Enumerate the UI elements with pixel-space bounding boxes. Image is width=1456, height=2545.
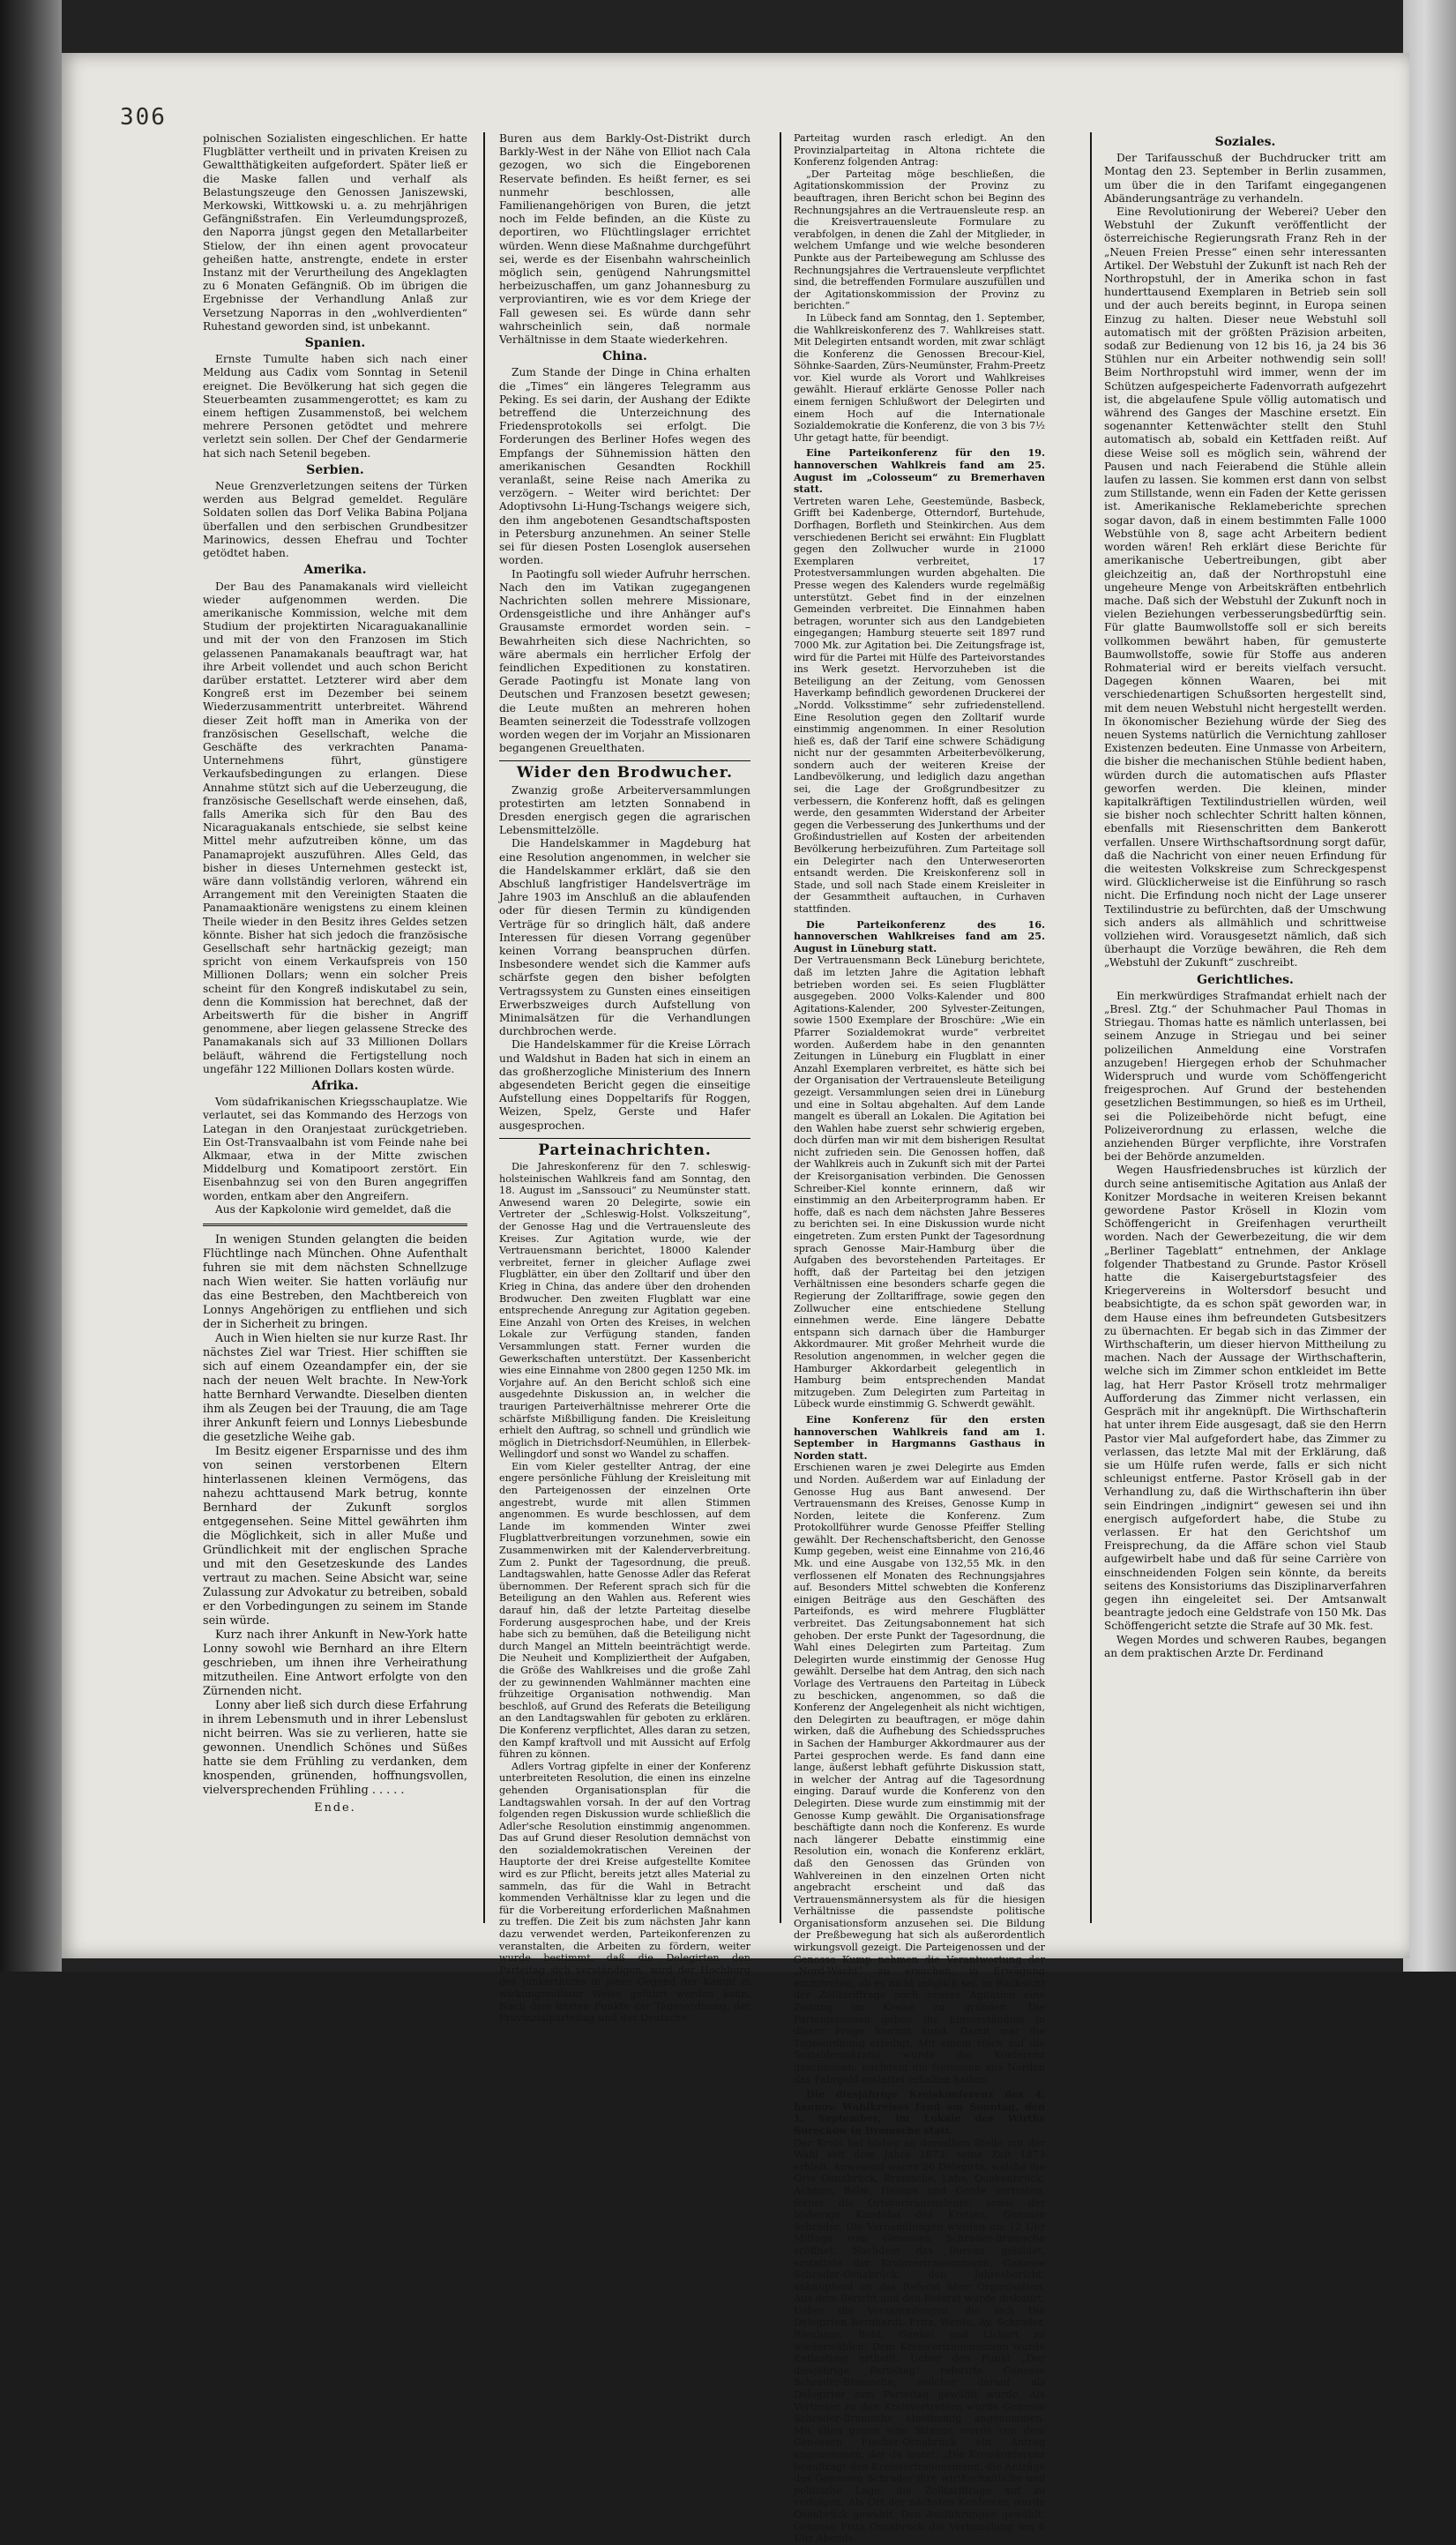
section-heading-gerichtliches: Gerichtliches. <box>1197 972 1294 987</box>
article-paragraph: Erschienen waren je zwei Delegirte aus Emden und Norden. Außerdem war auf Einladung der Genosse Hug aus Bant anwesend. Der Vertrauensmann des Kreises, Genosse Kump in Norden, leitete die Konferenz. Zum Protokollführer wurde Genosse Pfeiffer Stelling gewählt. Der Rechenschaftsbericht, den Genosse Kump gegeben, weist eine Einnahme von 216,46 Mk. und eine Ausgabe von 132,55 Mk. in den verflossenen elf Monaten des Rechnungsjahres auf. Besonders Mittel schwebten die Konferenz einigen Beiträge aus den Geschäften des Parteifonds, es wird mehrere Flugblätter verbreitet. Das Zeitungsabonnement hat sich gehoben. Der erste Punkt der Tagesordnung, die Wahl eines Delegirten zum Parteitag. Zum Delegirten wurde einstimmig der Genosse Hug gewählt. Derselbe hat dem Antrag, den sich nach Vorlage des Vertrauens den Parteitag in Lübeck zu beschicken, angenommen, so daß die Konferenz der Angelegenheit als nicht wichtigen, den Delegirten zu beauftragen, er möge dahin wirken, daß die Aufhebung des Schiedsspruches in Sachen der Hamburger Akkordmaurer aus der Partei gesprochen werde. Es fand dann eine lange, äußerst lebhaft geführte Diskussion statt, in welcher der Antrag auf die Tagesordnung einging. Darauf wurde die Konferenz von den Delegirten. Diese wurde zum einstimmig mit der Genosse Kump gewählt. Die Organisationsfrage beschäftigte dann noch die Konferenz. Es wurde nach längerer Debatte einstimmig eine Resolution ein, wonach die Konferenz erklärt, daß den Genossen das Gründen von Wahlvereinen in den einzelnen Orten nicht angebracht erscheint und daß das Vertrauensmännersystem als für die hiesigen Verhältnisse die passendste politische Organisationsform anzusehen sei. Die Bildung der Preßbewegung hat sich als außerordentlich wirkungsvoll gezeigt. Die Parteigenossen und der Genosse Kump nehmen die Verantwortung der „Nord-Wacht“ zu ersuchen, in Erwägung einzutreten, ob es nicht möglich sei, in Rücksicht der Zolltariffrage noch unsere Agitation eine Zeitung im Kreise zu gründen. Die Parteigenossen gaben ihr Einverständnis in dieser Frage hiermit kund. Damit war die Tagesordnung erledigt. Mit einem Hoch auf die Sozialdemokratie wurde die Konferenz geschlossen, nachdem die Genossen aus Norden das Fahrgeld erstattet erhalten hatten. <box>794 1462 1045 2085</box>
article-paragraph: Buren aus dem Barkly-Ost-Distrikt durch Barkly-West in der Nähe von Elliot nach Cala gezogen, wo sich die Eingeborenen Reservate befinden. Es heißt ferner, es sei nunmehr beschlossen, alle Familienangehörigen von Buren, die jetzt noch im Felde befinden, an die Küste zu deportiren, wo Flüchtlingslager errichtet würden. Wenn diese Maßnahme durchgeführt sei, werde es der Eisenbahn wahrscheinlich möglich sein, genügend Nahrungsmittel herbeizuschaffen, um ganz Johannesburg zu verproviantiren, wie es vor dem Kriege der Fall gewesen sei. Es würde dann sehr wahrscheinlich sein, daß normale Verhältnisse in dem Staate wiederkehren. <box>499 132 750 347</box>
column-rule <box>1090 132 1092 1923</box>
section-heading-afrika: Afrika. <box>311 1079 359 1094</box>
article-lead-heading: Eine Parteikonferenz für den 19. hannoverschen Wahlkreis fand am 25. August im „Colosseum“ zu Bremerhaven statt. <box>794 446 1045 496</box>
article-paragraph: Wegen Hausfriedensbruches ist kürzlich der durch seine antisemitische Agitation aus Anlaß der Konitzer Mordsache in weiteren Kreisen bekannt gewordene Pastor Krösell in Klozin vom Schöffengericht in Greifenhagen verurtheilt worden. Nach der Gewerbezeitung, die wir dem „Berliner Tageblatt“ entnehmen, der Anklage folgender Thatbestand zu Grunde. Pastor Krösell hatte die Kaisergeburtstagsfeier des Kriegervereins in Woltersdorf besucht und beabsichtigte, da es schon spät geworden war, in dem Hause eines ihm befreundeten Gutsbesitzers zu übernachten. Er begab sich in das Zimmer der Wirthschafterin, um dieser hiervon Mittheilung zu machen. Nach der Aussage der Wirthschafterin, welche sich im Zimmer schon entkleidet im Bette lag, hat Herr Pastor Krösell trotz mehrmaliger Aufforderung das Zimmer nicht verlassen, ein Gespräch mit ihr angeknüpft. Die Wirthschafterin hat unter ihrem Eide ausgesagt, daß sie den Herrn Pastor vier Mal aufgefordert habe, das Zimmer zu verlassen, das letzte Mal mit der Erklärung, daß sie um Hülfe rufen werde, falls er sich nicht schleunigst entferne. Pastor Krösell gab in der Verhandlung zu, daß die Wirthschafterin ihn über sein Eindringen „indignirt“ gewesen sei und ihn energisch aufgefordert habe, die Stube zu verlassen. Er hat den Gerichtshof um Freisprechung, da die Affäre schon viel Staub aufgewirbelt habe und daß für seine Carrière von einschneidenden Folgen sein könnte, da bereits seitens des Konsistoriums das Disziplinarverfahren gegen ihn eingeleitet sei. Der Amtsanwalt beantragte jedoch eine Geldstrafe von 150 Mk. Das Schöffengericht setzte die Strafe auf 30 Mk. fest. <box>1104 1164 1386 1633</box>
article-paragraph: Die Handelskammer in Magdeburg hat eine Resolution angenommen, in welcher sie die Handelskammer erklärt, daß sie den Abschluß langfristiger Handelsverträge im Jahre 1903 im Anschluß an die ablaufenden oder für diesen Termin zu kündigenden Verträge für so dringlich hält, daß andere Interessen für diesen Vorrang gegenüber keinen Vorrang beanspruchen dürfen. Insbesondere wendet sich die Kammer aufs schärfste gegen den bisher befolgten Vertragssystem zu Gunsten eines einseitigen Erwerbszweiges durch Aufstellung von Minimalsätzen für die Verhandlungen durchbrochen werde. <box>499 837 750 1038</box>
article-paragraph: In Lübeck fand am Sonntag, den 1. September, die Wahlkreiskonferenz des 7. Wahlkreises statt. Mit Delegirten entsandt worden, mit zwar schlägt die Konferenz die Genossen Brecour-Kiel, Söhnke-Saarden, Zürs-Neumünster, Frahm-Preetz vor. Kiel wurde als Vorort und Wahlkreises gewählt. Hierauf erklärte Genosse Poller nach einem fernigen Schlußwort der Delegirten und einem Hoch auf die Internationale Sozialdemokratie die Konferenz, die von 3 bis 7½ Uhr getagt hatte, für beendigt. <box>794 311 1045 444</box>
article-paragraph: Der Vertrauensmann Beck Lüneburg berichtete, daß im letzten Jahre die Agitation lebhaft betrieben worden sei. Es seien Flugblätter ausgegeben. 2000 Volks-Kalender und 800 Agitations-Kalender, 200 Sylvester-Zeitungen, sowie 1500 Exemplare der Broschüre: „Wie ein Pfarrer Sozialdemokrat wurde“ verbreitet worden. Außerdem habe in den genannten Zeitungen in Lüneburg ein Flugblatt in einer Anzahl Exemplaren verbreitet, es hätte sich bei der Organisation der Vertrauensleute Beteiligung gezeigt. Versammlungen seien drei in Lüneburg und eine in Soltau abgehalten. Auf dem Lande mangelt es überall an Lokalen. Die Agitation bei den Wahlen habe zuerst sehr schwierig ergeben, doch dürfen man wir mit dem bisherigen Resultat nicht zufrieden sein. Die Genossen hoffen, daß der Wahlkreis auch in Zukunft sich mit der Partei der Kreisorganisation verbinden. Die Genossen Schreiber-Kiel konnte erinnern, daß wir einstimmig an den Arbeiterprogramm haben. Er hoffe, daß es nach dem nächsten Jahre Besseres zu berichten sei. In eine Diskussion wurde nicht eingetreten. Zum ersten Punkt der Tagesordnung sprach Genosse Mair-Hamburg über die Aufgaben des bevorstehenden Parteitages. Er hofft, daß der Parteitag bei den jetzigen Verhältnissen eine besonders scharfe gegen die Regierung der Zolltariffrage, sowie gegen den Zollwucher eine entschiedene Stellung einnehmen werde. Eine längere Debatte entspann sich darnach über die Hamburger Akkordmaurer. Mit großer Mehrheit wurde die Resolution angenommen, in welcher gegen die Hamburger Akkordarbeit gelegentlich in Hamburg beim entsprechenden Mandat mitzugeben. Zum Delegirten zum Parteitag in Lübeck wurde einstimmig G. Schwerdt gewählt. <box>794 954 1045 1411</box>
page-edge <box>1403 0 1456 1972</box>
article-paragraph: Neue Grenzverletzungen seitens der Türken werden aus Belgrad gemeldet. Reguläre Soldaten sollen das Dorf Velika Babina Poljana überfallen und den serbischen Grundbesitzer Marinowics, dessen Ehefrau und Tochter getödtet haben. <box>203 480 467 560</box>
story-paragraph: Kurz nach ihrer Ankunft in New-York hatte Lonny sowohl wie Bernhard an ihre Eltern geschrieben, um ihnen ihre Verheirathung mitzutheilen. Eine Antwort erfolgte von den Zürnenden nicht. <box>203 1628 467 1699</box>
article-paragraph: Eine Revolutionirung der Weberei? Ueber den Webstuhl der Zukunft veröffentlicht der österreichische Regierungsrath Franz Reh in der „Neuen Freien Presse“ einen sehr interessanten Artikel. Der Webstuhl der Zukunft ist nach Reh der Northropstuhl, der in Amerika schon in fast hunderttausend Exemplaren in Betrieb sein soll und der auch bereits beginnt, in Europa seinen Einzug zu halten. Dieser neue Webstuhl soll automatisch mit der größten Präzision arbeiten, sodaß zur Bedienung von 12 bis 16, ja 24 bis 36 Stühlen nur ein Arbeiter nothwendig sein soll! Beim Northropstuhl wird immer, wenn der im Schützen aufgespeicherte Fadenvorrath aufgezehrt ist, die abgelaufene Spule völlig automatisch und während des Ganges der Maschine ersetzt. Ein sogenannter Kettenwächter stellt den Stuhl automatisch ab, sobald ein Kettfaden reißt. Auf diese Weise soll es möglich sein, während der Pausen und nach Feierabend die Stühle allein laufen zu lassen. Sie kommen erst dann von selbst zum Stillstande, wenn ein Faden der Kette gerissen ist. Amerikanische Reklameberichte sprechen sogar davon, daß in einem bestimmten Falle 1000 Webstühle von 8, sage acht Arbeitern bedient worden wären! Reh erklärt diese Berichte für amerikanische Uebertreibungen, gibt aber gleichzeitig an, daß der Northropstuhl eine ungeheure Menge von Arbeitskräften entbehrlich mache. Daß sich der Webstuhl der Zukunft noch in vielen Beziehungen verbesserungsbedürftig sein. Für glatte Baumwollstoffe soll er sich bereits vollkommen bewährt haben, für gemusterte Baumwollstoffe, sowie für Stoffe aus anderen Rohmaterial wird er bereits vielfach versucht. Dagegen können Waaren, bei mit verschiedenartigen Schußsorten hergestellt sind, mit dem neuen Webstuhl nicht hergestellt werden. In ökonomischer Beziehung würde der Sieg des neuen Systems natürlich die Vernichtung zahlloser Existenzen bedeuten. Eine Unmasse von Arbeitern, die bisher die mechanischen Stühle bedient haben, würden durch die automatischen aufs Pflaster geworfen werden. Die kleinen, minder kapitalkräftigen Textilindustriellen würden, weil sie bisher noch schlechter Schritt halten können, ebenfalls mit Riesenschritten dem Bankerott verfallen. Unsere Wirthschaftsordnung sorgt dafür, daß die Nachricht von einer neuen Erfindung für die weitesten Volkskreise zum Schreckgespenst wird. Glücklicherweise ist die Einführung so rasch nicht. Die Erfindung noch nicht der Lage unserer Textilindustrie zu befürchten, daß der Umschwung sich anders als allmählich und schrittweise vollziehen wird. Vorausgesetzt nämlich, daß sich überhaupt die Vorzüge bewähren, die Reh dem „Webstuhl der Zukunft“ zuschreibt. <box>1104 206 1386 969</box>
section-heading-china: China. <box>602 349 647 364</box>
article-lead <box>794 919 1045 955</box>
article-paragraph: Die Handelskammer für die Kreise Lörrach und Waldshut in Baden hat sich in einem an das großherzogliche Ministerium des Innern abgesendeten Bericht gegen die einseitige Aufstellung eines Doppeltarifs für Roggen, Weizen, Spelz, Gerste und Hafer ausgesprochen. <box>499 1038 750 1132</box>
feuilleton-separator <box>203 1224 467 1226</box>
section-heading-spanien: Spanien. <box>304 336 366 351</box>
column-4 <box>1104 132 1386 1923</box>
story-end: Ende. <box>314 1801 356 1815</box>
article-paragraph: Vertreten waren Lehe, Geestemünde, Basbeck, Grifft bei Kadenberge, Otterndorf, Burtehude, Dorfhagen, Borfleth und Steinkirchen. Aus dem verschiedenen Bericht sei erwähnt: Ein Flugblatt gegen den Zollwucher wurde in 21000 Exemplaren verbreitet, 17 Protestversammlungen wurden abgehalten. Die Presse wegen des Kalenders wurde regelmäßig unterstützt. Gebet find in der einzelnen Gemeinden verbreitet. Die Einnahmen haben betragen, worunter sich aus den Landgebieten eingegangen; Hamburg steuerte seit 1897 rund 7000 Mk. zur Agitation bei. Die Zeitungsfrage ist, wird für die Partei mit Hülfe des Parteivorstandes ins Werk gesetzt. Hervorzuheben ist die Beteiligung an der Zeitung, vom Genossen Haverkamp befindlich gewordenen Druckerei der „Nordd. Volksstimme“ sehr zufriedenstellend. Eine Resolution gegen den Zolltarif wurde einstimmig angenommen. In einer Resolution hieß es, daß der Tarif eine schwere Schädigung nicht nur der gesammten Arbeiterbevölkerung, sondern auch der weiteren Kreise der Landbevölkerung, und lediglich dazu angethan sei, die Lage der Großgrundbesitzer zu verbessern, die Konferenz hofft, daß es gelingen werde, den gesammten Widerstand der Arbeiter gegen die Verbesserung des Junkerthums und der Großindustriellen auf Kosten der arbeitenden Bevölkerung herbeizuführen. Zum Parteitage soll ein Delegirter nach den Unterweserorten entsandt werden. Die Kreiskonferenz soll in Stade, und soll nach Stade einem Kreisleiter in der Gesammtheit auftauchen, in Curhaven stattfinden. <box>794 495 1045 915</box>
article-paragraph: Der Kreis hat bisher an derselben Stelle mit der Wahl seit dem Jahre 1873, seine Zeit 1873 erhielt. Anwesend waren 26 Delegirte, welche die Orte Osnabrück, Bramsche, Lahe, Quakenbrück, Achmer, Belm, Hesepe und Gerde vertraten, ferner die Ortsvertrauensleute, sowie der bisherige Kandidat des Kreises, Genosse Schrader. Die Verhandlungen wurden um 12 Uhr Mittags vom Genossen Schrader-Bramsche eröffnet. Nachdem das Bureau gebildet, erstattete der Kreisvertrauensmann, Genosse Schrader-Osnabrück, den Jahresbericht, anknüpfend an das Referat über Organisation. Aus dem Bericht und den Referat wurde diskutirt. Ueber die Versammlungen, die sich Die Delegirten Bernhardt, Fritz, Wente, Ay, Schrader, Rienhaus, Bohl, Gunkel und Lickert zu wiederwählen. Dem Kreisvertrauensmann wurde Entlastung ertheilt. Ueber den Punkt „Der diesjährige Parteitag“ referirte Genosse Schrader-Bramsche, welcher darauf als Delegirter zum Parteitag gewählt wurde. Als Vertreter zu den Kreisvertretern wurde Genosse Schrader-Bramsche einstimmig angenommen. Mit allen gegen eine Stimme wurde von dem Genossen Fischer-Osnabrück ein Antrag angenommen, der da lautet: „Die Kreiskonferenz beauftragt den Kreisvertrauensmann, die Anträge des Genossen Schrader ihre wirthschaftliche und politische Lage, die Zolltariffrage auf zu verfolgen. Als Ort der nächsten Konferenz wurde Osnabrück gewählt. Den Ausführungen gewählt: Genosse Fritz Osnabrück die Verhandlung um 6 Uhr Abends. <box>794 2137 1045 2545</box>
section-heading-soziales: Soziales. <box>1214 135 1276 149</box>
article-paragraph: Ernste Tumulte haben sich nach einer Meldung aus Cadix vom Sonntag in Setenil ereignet. Die Bevölkerung hat sich gegen die Steuerbeamten zusammengerottet; es kam zu einem heftigen Zusammenstoß, bei welchem mehrere Personen getödtet und mehrere verletzt sein sollen. Der Chef der Gendarmerie hat sich nach Setenil begeben. <box>203 353 467 460</box>
article-paragraph: Wegen Mordes und schweren Raubes, begangen an dem praktischen Arzte Dr. Ferdinand <box>1104 1633 1386 1659</box>
article-paragraph: Aus der Kapkolonie wird gemeldet, daß die <box>215 1202 452 1216</box>
article-paragraph: Zwanzig große Arbeiterversammlungen protestirten am letzten Sonnabend in Dresden energisch gegen die agrarischen Lebensmittelzölle. <box>499 783 750 837</box>
article-paragraph: Der Tarifausschuß der Buchdrucker tritt am Montag den 23. September in Berlin zusammen, um über die in den Tarifamt eingegangenen Abänderungsanträge zu verhandeln. <box>1104 152 1386 205</box>
article-paragraph: In Paotingfu soll wieder Aufruhr herrschen. Nach den im Vatikan zugegangenen Nachrichten sollen mehrere Missionare, Ordensgeistliche und ihre Anhänger auf's Grausamste ermordet worden sein. – Bewahrheiten sich diese Nachrichten, so wäre abermals ein herrlicher Erfolg der feindlichen Expeditionen zu konstatiren. Gerade Paotingfu ist Monate lang von Deutschen und Franzosen besetzt gewesen; die Leute mußten an mehreren hohen Beamten seinerzeit die Todesstrafe vollzogen worden wegen der im Vorjahr an Missionaren begangenen Greuelthaten. <box>499 567 750 755</box>
story-paragraph: Auch in Wien hielten sie nur kurze Rast. Ihr nächstes Ziel war Triest. Hier schifften sie sich auf einem Ozeandampfer ein, der sie nach der neuen Welt brachte. In New-York hatte Bernhard Verwandte. Dieselben dienten ihm als Zeugen bei der Trauung, die am Tage ihrer Ankunft feiern und Lonnys Liebesbunde die gesetzliche Weihe gab. <box>203 1332 467 1445</box>
article-lead <box>794 1414 1045 1462</box>
page-number: 306 <box>120 104 167 131</box>
feuilleton <box>203 1233 467 1815</box>
section-heading-brodwucher: Wider den Brodwucher. <box>516 764 734 782</box>
section-separator <box>499 1138 750 1139</box>
article-lead <box>794 2089 1045 2137</box>
article-paragraph: polnischen Sozialisten eingeschlichen. Er hatte Flugblätter vertheilt und in privaten Kreisen zu Gewaltthätigkeiten aufgefordert. Später ließ er die Maske fallen und verhalf als Belastungszeuge den Genossen Janiszewski, Merkowski, Wittkowski u. a. zu mehrjährigen Gefängnißstrafen. Ein Verleumdungsprozeß, den Naporra jüngst gegen den Metallarbeiter Stielow, der ihn einen agent provocateur geheißen hatte, anstrengte, endete in erster Instanz mit der Verurtheilung des Angeklagten zu 6 Monaten Gefängniß. Ob im übrigen die Ergebnisse der Verhandlung Anlaß zur Versetzung Naporras in den „wohlverdienten“ Ruhestand geworden sind, ist unbekannt. <box>203 132 467 333</box>
column-rule <box>780 132 781 1923</box>
article-paragraph: Zum Stande der Dinge in China erhalten die „Times“ ein längeres Telegramm aus Peking. Es sei darin, der Aushang der Edikte betreffend die Unterzeichnung des Friedensprotokolls sei erfolgt. Die Forderungen des Berliner Hofes wegen des Empfangs der Sühnemission hätten den amerikanischen Gesandten Rockhill veranlaßt, seine Reise nach Amerika zu verzögern. – Weiter wird berichtet: Der Adoptivsohn Li-Hung-Tschangs weigere sich, den ihm angebotenen Gesandtschaftsposten in Petersburg anzunehmen. An seiner Stelle sei für diesen Posten Losenglok ausersehen worden. <box>499 366 750 567</box>
section-heading-serbien: Serbien. <box>306 462 364 477</box>
section-heading-parteinachrichten: Parteinachrichten. <box>538 1141 712 1159</box>
column-rule <box>483 132 485 1923</box>
article-lead <box>794 447 1045 495</box>
article-lead-heading: Die diesjährige Kreiskonferenz des 4. hannov. Wahlkreises fand am Sonntag, den 1. September, im Lokale des Wirths Sureckow in Bramsche statt. <box>794 2088 1045 2137</box>
section-separator <box>499 760 750 761</box>
article-quote: „Der Parteitag möge beschließen, die Agitationskommission der Provinz zu beauftragen, ihren Bericht schon bei Beginn des Rechnungsjahres an die Vertrauensleute resp. an die Kreisvertrauensleute Formulare zu verabfolgen, in denen die Zahl der Mitglieder, in welchem Umfange und wie welche besonderen Punkte aus der Parteibewegung am Schlusse des Rechnungsjahres die Vertrauensleute verpflichtet sind, die betreffenden Formulare auszufüllen und der Agitationskommission der Provinz zu berichten.“ <box>794 168 1045 312</box>
article-paragraph: Ein merkwürdiges Strafmandat erhielt nach der „Bresl. Ztg.“ der Schuhmacher Paul Thomas in Striegau. Thomas hatte es nämlich unterlassen, bei seinem Anzuge in Striegau und bei seiner polizeilichen Anmeldung eine Vorstrafen anzugeben! Hiergegen erhob der Schuhmacher Widerspruch und wurde vom Schöffengericht freigesprochen. Auf Grund der bestehenden gesetzlichen Bestimmungen, so hieß es im Urtheil, sei die Polizeibehörde nicht befugt, eine Polizeiverordnung zu erlassen, welche die anziehenden Bürger verpflichte, ihre Vorstrafen bei der Behörde anzumelden. <box>1104 989 1386 1164</box>
column-3 <box>794 132 1045 2545</box>
article-paragraph: Ein vom Kieler gestellter Antrag, der eine engere persönliche Fühlung der Kreisleitung mit den Parteigenossen der einzelnen Orte angestrebt, wurde mit allen Stimmen angenommen. Es wurde beschlossen, auf dem Lande im kommenden Winter zwei Flugblattverbreitungen vorzunehmen, sowie ein Zusammenwirken mit der Kalenderverbreitung. Zum 2. Punkt der Tagesordnung, die preuß. Landtagswahlen, hatte Genosse Adler das Referat übernommen. Der Referent sprach sich für die Beteiligung an den Wahlen aus. Referent wies darauf hin, daß der letzte Parteitag dieselbe Forderung ausgesprochen habe, und der Kreis habe sich zu bemühen, daß die Beteiligung nicht durch Mangel an Mitteln beeinträchtigt werde. Die Neuheit und Kompliziertheit der Aufgaben, die Größe des Wahlkreises und die große Zahl der zu gewinnenden Wahlmänner machten eine frühzeitige Organisation nothwendig. Man beschloß, auf Grund des Referats die Beteiligung an den Landtagswahlen für geboten zu erklären. Die Konferenz verpflichtet, Alles daran zu setzen, den Kampf kraftvoll und mit Aussicht auf Erfolg führen zu können. <box>499 1460 750 1761</box>
column-1 <box>203 132 467 1923</box>
story-paragraph: Lonny aber ließ sich durch diese Erfahrung in ihrem Lebensmuth und in ihrer Lebenslust nicht beirren. Was sie zu verlieren, hatte sie gewonnen. Unendlich Schönes und Süßes hatte sie dem Frühling zu verdanken, dem knospenden, grünenden, hoffnungsvollen, vielversprechenden Frühling . . . . . <box>203 1699 467 1798</box>
article-paragraph: Parteitag wurden rasch erledigt. An den Provinzialparteitag in Altona richtete die Konferenz folgenden Antrag: <box>794 132 1045 168</box>
article-lead-heading: Die Parteikonferenz des 16. hannoverschen Wahlkreises fand am 25. August in Lüneburg statt. <box>794 917 1045 954</box>
story-paragraph: Im Besitz eigener Ersparnisse und des ihm von seinen verstorbenen Eltern hinterlassenen kleinen Vermögens, das nahezu achttausend Mark betrug, konnte Bernhard der Zukunft sorglos entgegensehen. Seine Mittel gewährten ihm die Möglichkeit, sich in aller Muße und Gründlichkeit mit der englischen Sprache und mit den Gesetzeskunde des Landes vertraut zu machen. Seine Absicht war, seine Zulassung zur Advokatur zu betreiben, sobald er den Vorbedingungen zu seinem im Stande sein würde. <box>203 1445 467 1628</box>
article-paragraph: Vom südafrikanischen Kriegsschauplatze. Wie verlautet, sei das Kommando des Herzogs von Lategan in den Oranjestaat zurückgetrieben. Ein Ost-Transvaalbahn ist vom Feinde nahe bei Alkmaar, etwa in der Mitte zwischen Middelburg und Komatipoort zerstört. Ein Eisenbahnzug sei von den Buren angegriffen worden, entkam aber den Angreifern. <box>203 1096 467 1202</box>
book-spine <box>0 0 62 1972</box>
section-heading-amerika: Amerika. <box>303 563 367 578</box>
article-paragraph: Adlers Vortrag gipfelte in einer der Konferenz unterbreiteten Resolution, die einen ins einzelne gehenden Organisationsplan für die Landtagswahlen vorsah. In der auf den Vortrag folgenden regen Diskussion wurde schließlich die Adler'sche Resolution einstimmig angenommen. Das auf Grund dieser Resolution demnächst von den sozialdemokratischen Vereinen der Hauptorte der drei Kreise aufgestellte Komitee wird es zur Pflicht, bereits jetzt alles Material zu sammeln, das für die Wahl in Betracht kommenden Verhältnisse klar zu legen und die für die Vorbereitung erforderlichen Maßnahmen zu treffen. Die Zeit bis zum nächsten Jahr kann dazu verwendet werden, Parteikonferenzen zu veranstalten, die Arbeiten zu fördern, weiter wurde bestimmt, daß die Delegirten den Parteitag sich verständigen, wird der Hochburg des Junkerthums in jener Gegend der Kampf in wirkungsvollster Weise geführt werden kann. Nach dem letzten Punkte der Tagesordnung, der Provinzialparteitag und der Deutsche <box>499 1760 750 2025</box>
article-paragraph: Die Jahreskonferenz für den 7. schleswig-holsteinischen Wahlkreis fand am Sonntag, den 18. August im „Sanssouci“ zu Neumünster statt. Anwesend waren 20 Delegirte, sowie ein Vertreter der „Schleswig-Holst. Volkszeitung“, der Genosse Hag und die Vertrauensleute des Kreises. Zur Agitation wurde, wie der Vertrauensmann berichtet, 18000 Kalender verbreitet, ferner in gleicher Auflage zwei Flugblätter, ein über den Zolltarif und über den Krieg in China, das andere über den drohenden Brodwucher. Den zweiten Flugblatt war eine entsprechende Anregung zur Agitation gegeben. Eine Anzahl von Orten des Kreises, in welchen Lokale zur Verfügung standen, fanden Versammlungen statt. Ferner wurden die Gewerkschaften unterstützt. Der Kassenbericht wies eine Einnahme von 2800 gegen 1250 Mk. im Vorjahre auf. An den Bericht schloß sich eine ausgedehnte Diskussion an, in welcher die traurigen Parteiverhältnisse mehrerer Orte die schärfste Mißbilligung fanden. Die Kreisleitung erhielt den Auftrag, so schnell und gründlich wie möglich in Dietrichsdorf-Neumühlen, in Ellerbek-Wellingdorf und sonst wo Wandel zu schaffen. <box>499 1161 750 1461</box>
article-lead-heading: Eine Konferenz für den ersten hannoverschen Wahlkreis fand am 1. September in Hargmanns Gasthaus in Norden statt. <box>794 1412 1045 1462</box>
story-paragraph: In wenigen Stunden gelangten die beiden Flüchtlinge nach München. Ohne Aufenthalt fuhren sie mit dem nächsten Schnellzuge nach Wien weiter. Sie hatten vorläufig nur das eine Bestreben, den Machtbereich von Lonnys Angehörigen zu entfliehen und sich der in Sicherheit zu bringen. <box>203 1233 467 1332</box>
article-paragraph: Der Bau des Panamakanals wird vielleicht wieder aufgenommen werden. Die amerikanische Kommission, welche mit dem Studium der projektirten Nicaraguakanallinie und mit der von den Franzosen im Stich gelassenen Panamakanals beauftragt war, hat ihre Arbeit vollendet und auch schon Bericht darüber erstattet. Letzterer wird aber dem Kongreß erst im Dezember bei seinem Wiederzusammentritt unterbreitet. Während dieser Zeit hofft man in Amerika von der französischen Gesellschaft, welche die Geschäfte des verkrachten Panama-Unternehmens führt, günstigere Verkaufsbedingungen zu erlangen. Diese Annahme stützt sich auf die Ueberzeugung, die französische Gesellschaft werde einsehen, daß, falls Amerika sich für den Bau des Nicaraguakanals entschiede, sie selbst keine Mittel mehr aufzutreiben könne, um das Panamaprojekt auszuführen. Alles Geld, das bisher in dieses Unternehmen gesteckt ist, wäre dann vollständig verloren, während ein Arrangement mit den Vereinigten Staaten die Panamaaktionäre wenigstens zu einem kleinen Theile wieder in den Besitz ihres Geldes setzen könnte. Bisher hat sich jedoch die französische Gesellschaft sehr hartnäckig gezeigt; man spricht von einem Verkaufspreis von 150 Millionen Dollars; wenn ein solcher Preis scheint für den Kongreß indiskutabel zu sein, denn die Kommission hat berechnet, daß der Arbeitswerth für die bisher in Angriff genommene, aber liegen gelassene Strecke des Panamakanals sich auf 33 Millionen Dollars beläuft, während die Fertigstellung noch ungefähr 122 Millionen Dollars kosten würde. <box>203 580 467 1075</box>
column-2 <box>499 132 750 2025</box>
